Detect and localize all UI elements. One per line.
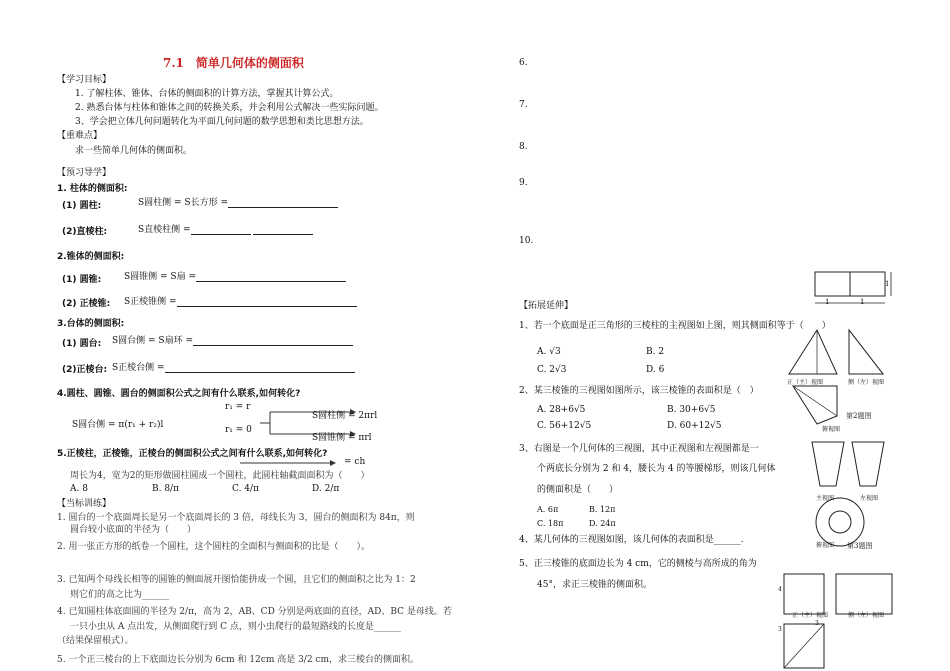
ext-q1-b: B. 2 (646, 347, 665, 357)
fig1-label-one-a: 1 (825, 298, 830, 306)
ext-q5-line2: 45°，求正三棱锥的侧面积。 (537, 580, 652, 590)
figure-prism-front-view (805, 270, 895, 312)
ext-q1-c: C. 2√3 (537, 365, 567, 375)
ext-q5-line1: 5、正三棱锥的底面边长为 4 cm，它的侧棱与高所成的角为 (519, 559, 757, 569)
q1a-formula: S圆柱侧 = S长方形 = (138, 195, 338, 208)
q5-out: = ch (344, 457, 366, 467)
practice-1: 1. 圆台的一个底面周长是另一个底面周长的 3 倍，母线长为 3，圆台的侧面积为 84π，则 (57, 513, 415, 523)
fig3-front-label: 主视图 (816, 495, 835, 502)
preview-header: 【预习导学】 (57, 168, 112, 178)
extension-header: 【拓展延伸】 (519, 301, 574, 311)
ext-q1: 1、若一个底面是正三角形的三棱柱的主视图如上图，则其侧面积等于（ ） (519, 321, 831, 331)
q1-heading: 1. 柱体的侧面积: (57, 184, 128, 194)
q4-heading: 4.圆柱、圆锥、圆台的侧面积公式之间有什么联系,如何转化? (57, 389, 301, 399)
practice-5: 5. 一个正三棱台的上下底面边长分别为 6cm 和 12cm 高是 3/2 cm，求三棱台的侧面积。 (57, 655, 420, 665)
fig2-front-label: 正（主）视图 (787, 379, 824, 386)
ext-q2-d: D. 60+12√5 (667, 421, 722, 431)
ext-q2: 2、某三棱锥的三视图如图所示，该三棱锥的表面积是（ ） (519, 386, 759, 396)
figure-3-three-views (800, 440, 900, 550)
q2b-formula: S正棱锥侧 = (124, 294, 357, 307)
fig4-label-four: 4 (778, 586, 782, 593)
q2b-label: (2) 正棱锥: (62, 299, 111, 309)
answer-number-7: 7. (519, 100, 528, 110)
q3-heading: 3.台体的侧面积: (57, 319, 125, 329)
fig3-caption: 第3题图 (847, 542, 873, 550)
goal-2: 2. 熟悉台体与柱体和锥体之间的转换关系，并会利用公式解决一些实际问题。 (75, 103, 384, 113)
overlap-line: 周长为4，宽为2的矩形做圆柱圆成一个圆柱，此圆柱轴截面面积为（ ） (70, 471, 370, 481)
practice-2: 2. 用一张正方形的纸卷一个圆柱，这个圆柱的全面积与侧面积的比是（ ）。 (57, 542, 370, 552)
practice-4b: 一只小虫从 A 点出发，从侧面爬行到 C 点，则小虫爬行的最短路线的长度是______ (70, 622, 401, 632)
choice-d: D. 2/π (312, 484, 340, 494)
fig4-label-three: 3 (778, 626, 782, 633)
q1b-formula: S直棱柱侧 = (138, 222, 313, 235)
q4-r2: r₁ = 0 (225, 425, 252, 435)
ext-q2-b: B. 30+6√5 (667, 405, 716, 415)
ext-q1-a: A. √3 (537, 347, 561, 357)
q4-out1: S圆柱侧 = 2πrl (312, 411, 378, 421)
fig4-label-three-b: 3 (815, 620, 819, 627)
answer-number-10: 10. (519, 236, 534, 246)
q5-heading: 5.正棱柱，正棱锥，正棱台的侧面积公式之间有什么联系,如何转化? (57, 449, 328, 459)
practice-4: 4. 已知圆柱体底面圆的半径为 2/π，高为 2，AB、CD 分别是两底面的直径，AD、BC 是母线。若 (57, 607, 452, 617)
figure-4-three-views (776, 572, 900, 671)
fig3-top-label: 俯视图 (816, 542, 835, 549)
q4-formula: S圆台侧 = π(r₁ + r₂)l (72, 420, 164, 430)
practice-4c: （结果保留根式）。 (57, 636, 134, 646)
fig1-label-one-b: 1 (860, 298, 865, 306)
fig2-side-label: 侧（左）视图 (848, 379, 885, 386)
fig1-label-one-c: 1 (885, 280, 890, 288)
key-text: 求一些简单几何体的侧面积。 (75, 146, 193, 156)
choice-c: C. 4/π (232, 484, 259, 494)
answer-number-8: 8. (519, 142, 528, 152)
answer-number-6: 6. (519, 58, 528, 68)
practice-1b: 圆台较小底面的半径为（ ） (70, 525, 197, 535)
ext-q3-a: A. 6π (537, 505, 559, 514)
choice-a: A. 8 (70, 484, 88, 494)
ext-q1-d: D. 6 (646, 365, 665, 375)
q1b-label: (2)直棱柱: (62, 227, 108, 237)
figure-2-three-views (783, 326, 895, 426)
q3b-formula: S正棱台侧 = (112, 360, 355, 373)
choice-b: B. 8/π (152, 484, 180, 494)
q3b-label: (2)正棱台: (62, 365, 108, 375)
q4-r1: r₁ = r (225, 402, 251, 412)
fig2-top-label: 俯视图 (822, 426, 841, 433)
answer-number-9: 9. (519, 178, 528, 188)
ext-q3-c: C. 18π (537, 519, 564, 528)
ext-q2-a: A. 28+6√5 (537, 405, 586, 415)
ext-q3-b: B. 12π (589, 505, 616, 514)
q2a-label: (1) 圆锥: (62, 275, 102, 285)
practice-header: 【当标训练】 (57, 499, 112, 509)
ext-q2-c: C. 56+12√5 (537, 421, 592, 431)
fig2-caption: 第2题图 (846, 412, 872, 420)
fig4-front-label: 正（主）视图 (792, 612, 829, 619)
ext-q3-line2: 个两底长分别为 2 和 4，腰长为 4 的等腰梯形，则该几何体 (537, 464, 776, 474)
q1a-label: (1) 圆柱: (62, 201, 102, 211)
goal-1: 1. 了解柱体、锥体、台体的侧面积的计算方法，掌握其计算公式。 (75, 89, 339, 99)
q3a-label: (1) 圆台: (62, 339, 102, 349)
ext-q4: 4、某几何体的三视图如图，该几何体的表面积是______. (519, 535, 744, 545)
q3a-formula: S圆台侧 = S扇环 = (112, 333, 353, 346)
key-header: 【重难点】 (57, 131, 103, 141)
goal-header: 【学习目标】 (57, 75, 112, 85)
fig4-side-label: 侧（左）视图 (848, 612, 885, 619)
ext-q3-line1: 3、右图是一个几何体的三视图，其中正视图和左视图都是一 (519, 444, 759, 454)
ext-q3-line3: 的侧面积是（ ） (537, 485, 619, 495)
page-title: 7.1 简单几何体的侧面积 (163, 56, 304, 70)
practice-3b: 则它们的高之比为______ (70, 590, 170, 600)
goal-3: 3、学会把立体几何问题转化为平面几何问题的数学思想和类比思想方法。 (75, 117, 369, 127)
q2a-formula: S圆锥侧 = S扇 = (124, 269, 346, 282)
q2-heading: 2.锥体的侧面积: (57, 252, 125, 262)
practice-3: 3. 已知两个母线长相等的圆锥的侧面展开图恰能拼成一个圆，且它们的侧面积之比为 1：2 (57, 575, 416, 585)
q4-out2: S圆锥侧 = πrl (312, 433, 372, 443)
ext-q3-d: D. 24π (589, 519, 616, 528)
fig3-side-label: 左视图 (860, 495, 879, 502)
